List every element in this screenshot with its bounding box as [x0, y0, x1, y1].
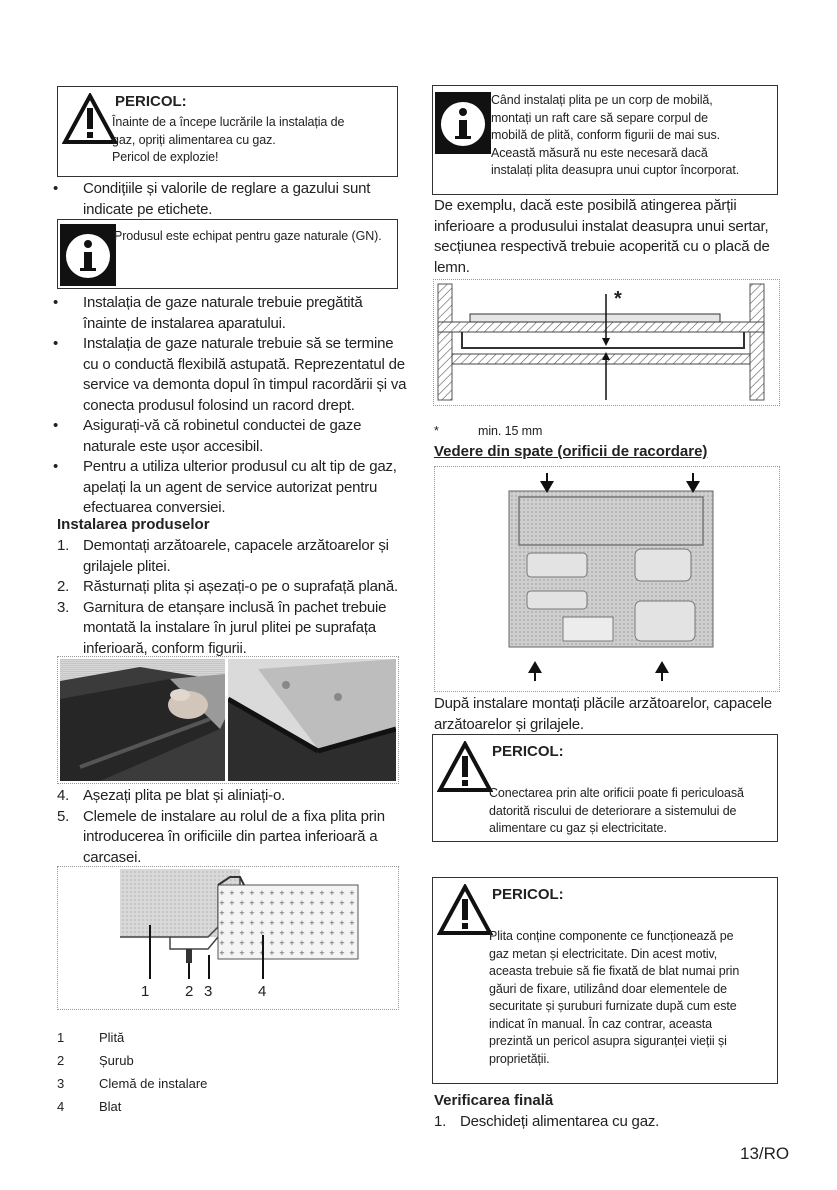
fig-number: 1 — [141, 983, 150, 1000]
danger-line: aceasta trebuie să fie fixată de blat numai prin — [489, 964, 740, 978]
legend-item: 1 Plită — [57, 1030, 125, 1045]
warning-triangle-icon — [62, 93, 118, 145]
footnote-star: * — [434, 424, 439, 438]
final-check-title: Verificarea finală — [434, 1092, 554, 1109]
bullet-item: • Pentru a utiliza ulterior produsul cu alt tip de gaz, apelați la un agent de service autorizat pentru efectuarea conversiei. — [57, 457, 407, 519]
bullet-item: • Condițiile și valorile de reglare a gazului sunt indicate pe etichete. — [57, 179, 403, 220]
danger-line: datorită riscului de deteriorare a sistemului de — [489, 803, 737, 818]
gasket-photo-right — [228, 659, 396, 781]
danger-title: PERICOL: — [115, 93, 187, 110]
warning-triangle-icon — [437, 741, 493, 793]
info-icon — [60, 224, 116, 286]
danger-line: prezintă un pericol asupra siguranței vieții și — [489, 1034, 727, 1048]
bullet-item: • Instalația de gaze naturale trebuie să se termine cu o conductă flexibilă astupată. Reprezentatul de service va demonta dopul în timpul racordării și va conecta produsul folosind un racord drept. — [57, 334, 407, 416]
paragraph: De exemplu, dacă este posibilă atingerea părții inferioare a produsului instalat deasupra unui sertar, secțiunea respectivă trebuie acoperită cu o placă de lemn. — [434, 197, 770, 276]
step-item: 4. Așezați plita pe blat și aliniați-o. — [57, 787, 286, 804]
figure-star: * — [614, 288, 622, 310]
rear-view-diagram — [434, 466, 780, 692]
info-text: Produsul este echipat pentru gaze naturale (GN). — [114, 229, 382, 243]
danger-line: Pericol de explozie! — [112, 150, 219, 164]
danger-box-2 — [432, 734, 778, 842]
info-icon — [435, 92, 491, 154]
warning-triangle-icon — [437, 884, 493, 936]
danger-line: proprietății. — [489, 1051, 550, 1066]
gasket-photo-left — [60, 659, 225, 781]
step-item: 1. Demontați arzătoarele, capacele arzătoarelor și grilajele plitei. — [57, 537, 389, 575]
fig-number: 2 — [185, 983, 194, 1000]
danger-line: gaz, opriți alimentarea cu gaz. — [112, 132, 276, 147]
clamp-diagram — [57, 866, 399, 1010]
page-number: 13/RO — [740, 1144, 790, 1163]
cabinet-diagram — [433, 279, 780, 406]
rear-view-title: Vedere din spate (orificii de racordare) — [434, 443, 708, 460]
danger-line: securitate și șuruburi furnizate după cum este — [489, 999, 737, 1013]
bullet-item: • Asigurați-vă că robinetul conductei de gaze naturale este ușor accesibil. — [57, 416, 407, 457]
info-line: Când instalați plita pe un corp de mobilă, — [491, 93, 713, 107]
step-item: 1. Deschideți alimentarea cu gaz. — [434, 1113, 660, 1130]
step-item: 2. Răsturnați plita și așezați-o pe o suprafață plană. — [57, 578, 398, 595]
footnote: min. 15 mm — [478, 424, 543, 438]
legend-item: 3 Clemă de instalare — [57, 1076, 208, 1091]
info-line: mobilă de plită, conform figurii de mai sus. — [491, 128, 721, 142]
info-line: montați un raft care să separe corpul de — [491, 110, 708, 125]
legend-item: 2 Șurub — [57, 1053, 134, 1068]
info-line: instalați plita deasupra unui cuptor încorporat. — [491, 163, 740, 177]
danger-title: PERICOL: — [492, 886, 564, 903]
info-box-1 — [57, 219, 398, 289]
gasket-photos — [57, 656, 399, 784]
danger-line: gaz metan și electricitate. Din acest motiv, — [489, 946, 718, 961]
danger-box-3 — [432, 877, 778, 1084]
paragraph: După instalare montați plăcile arzătoarelor, capacele arzătoarelor și grilajele. — [434, 695, 772, 733]
danger-line: alimentare cu gaz și electricitate. — [489, 821, 667, 835]
section-title: Instalarea produselor — [57, 516, 210, 533]
danger-box-1 — [57, 86, 398, 177]
danger-line: găuri de fixare, utilizând doar elementele de — [489, 981, 728, 996]
danger-line: Plita conține componente ce funcționează pe — [489, 929, 734, 943]
danger-line: Conectarea prin alte orificii poate fi periculoasă — [489, 786, 744, 800]
bullet-item: • Instalația de gaze naturale trebuie pregătită înainte de instalarea aparatului. — [57, 293, 407, 334]
info-line: Această măsură nu este necesară dacă — [491, 145, 708, 160]
step-item: 5. Clemele de instalare au rolul de a fixa plita prin introducerea în orificiile din partea inferioară a carcasei. — [57, 807, 385, 866]
danger-title: PERICOL: — [492, 743, 564, 760]
info-box-2 — [432, 85, 778, 195]
danger-line: Înainte de a începe lucrările la instalația de — [112, 115, 345, 129]
step-item: 3. Garnitura de etanșare inclusă în pachet trebuie montată la instalare în jurul plitei pe suprafața inferioară, conform figurii. — [57, 598, 387, 657]
legend-item: 4 Blat — [57, 1099, 122, 1114]
danger-line: indicat în manual. În caz contrar, aceasta — [489, 1016, 713, 1031]
fig-number: 3 — [204, 983, 213, 1000]
fig-number: 4 — [258, 983, 267, 1000]
